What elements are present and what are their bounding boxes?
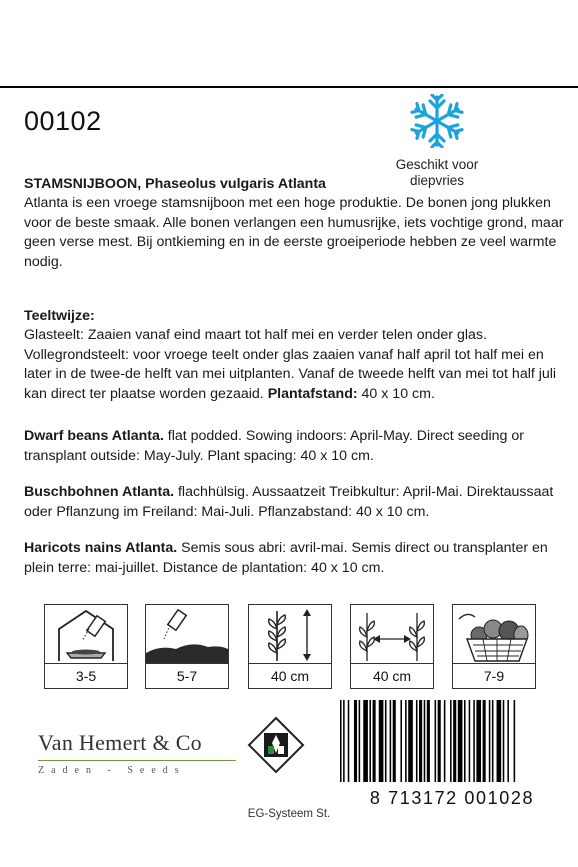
brand-block — [38, 730, 236, 776]
harvest-value: 7-9 — [452, 664, 536, 689]
product-description: Atlanta is een vroege stamsnijboon met een hoge produktie. De bonen jong plukken voor de beste smaak. Alle bonen verlangen een humusrijke, iets vochtige grond, maar geen verse mest. Bij ontkieming en in de eerste groeiperiode hebben ze veel warmte nodig. — [24, 195, 564, 270]
snowflake-icon — [410, 94, 464, 148]
icon-cell-harvest — [452, 604, 536, 689]
barcode-bars — [338, 700, 566, 782]
footer-text: EG-Systeem St. — [247, 808, 331, 820]
freezer-label: Geschikt voor diepvries — [395, 157, 479, 188]
certification-logo-icon — [247, 716, 305, 774]
plant-height-icon — [249, 605, 331, 663]
icon-cell-greenhouse — [44, 604, 128, 689]
greenhouse-sowing-value: 3-5 — [44, 664, 128, 689]
plant-height-value: 40 cm — [248, 664, 332, 689]
cultivation-heading: Teeltwijze: — [24, 308, 95, 324]
brand-underline — [38, 760, 236, 761]
spacing-label: Plantafstand: — [267, 385, 358, 402]
spacing-value: 40 x 10 cm. — [361, 385, 435, 402]
english-section — [24, 427, 564, 466]
german-text: flachhülsig. Aussaatzeit Treibkultur: April-Mai. Direktaussaat oder Pflanzung im Freiland: Mai-Juli. Pflanzabstand: 40 x 10 cm. — [24, 484, 554, 520]
brand-name: Van Hemert & Co — [38, 730, 202, 755]
product-title: STAMSNIJBOON, Phaseolus vulgaris Atlanta — [24, 176, 326, 192]
outdoor-sowing-icon — [146, 605, 228, 663]
icon-cell-outdoor — [145, 604, 229, 689]
harvest-basket-icon — [453, 605, 535, 663]
barcode — [338, 700, 566, 808]
outdoor-sowing-value: 5-7 — [145, 664, 229, 689]
icon-cell-spacing — [350, 604, 434, 689]
plant-spacing-icon — [351, 605, 433, 663]
french-title: Haricots nains Atlanta. — [24, 540, 178, 556]
barcode-number — [338, 787, 566, 809]
quality-logo — [247, 716, 305, 779]
icon-cell-height — [248, 604, 332, 689]
english-title: Dwarf beans Atlanta. — [24, 428, 164, 444]
product-code: 00102 — [24, 106, 102, 136]
brand-subtitle: Zaden - Seeds — [38, 765, 186, 776]
english-text: flat podded. Sowing indoors: April-May. Direct seeding or transplant outside: May-July. Plant spacing: 40 x 10 cm. — [24, 428, 524, 464]
greenhouse-sowing-icon — [45, 605, 127, 663]
plant-spacing-value: 40 cm — [350, 664, 434, 689]
top-divider — [0, 86, 578, 88]
french-text: Semis sous abri: avril-mai. Semis direct ou transplanter en plein terre: mai-juillet. Distance de plantation: 40 x 10 cm. — [24, 540, 548, 576]
german-title: Buschbohnen Atlanta. — [24, 484, 175, 500]
french-section — [24, 539, 564, 578]
cultivation-text — [24, 326, 564, 404]
german-section — [24, 483, 564, 522]
cultivation-body: Glasteelt: Zaaien vanaf eind maart tot half mei en verder telen onder glas. Vollegrondsteelt: voor vroege teelt onder glas zaaien vanaf half april tot half mei en later in de twee-de helft van mei uitplanten. Vanaf de tweede helft van mei tot half juli kan direct ter plaatse worden gezaaid. — [24, 327, 557, 402]
barcode-text: 8 713172 001028 — [369, 788, 535, 808]
